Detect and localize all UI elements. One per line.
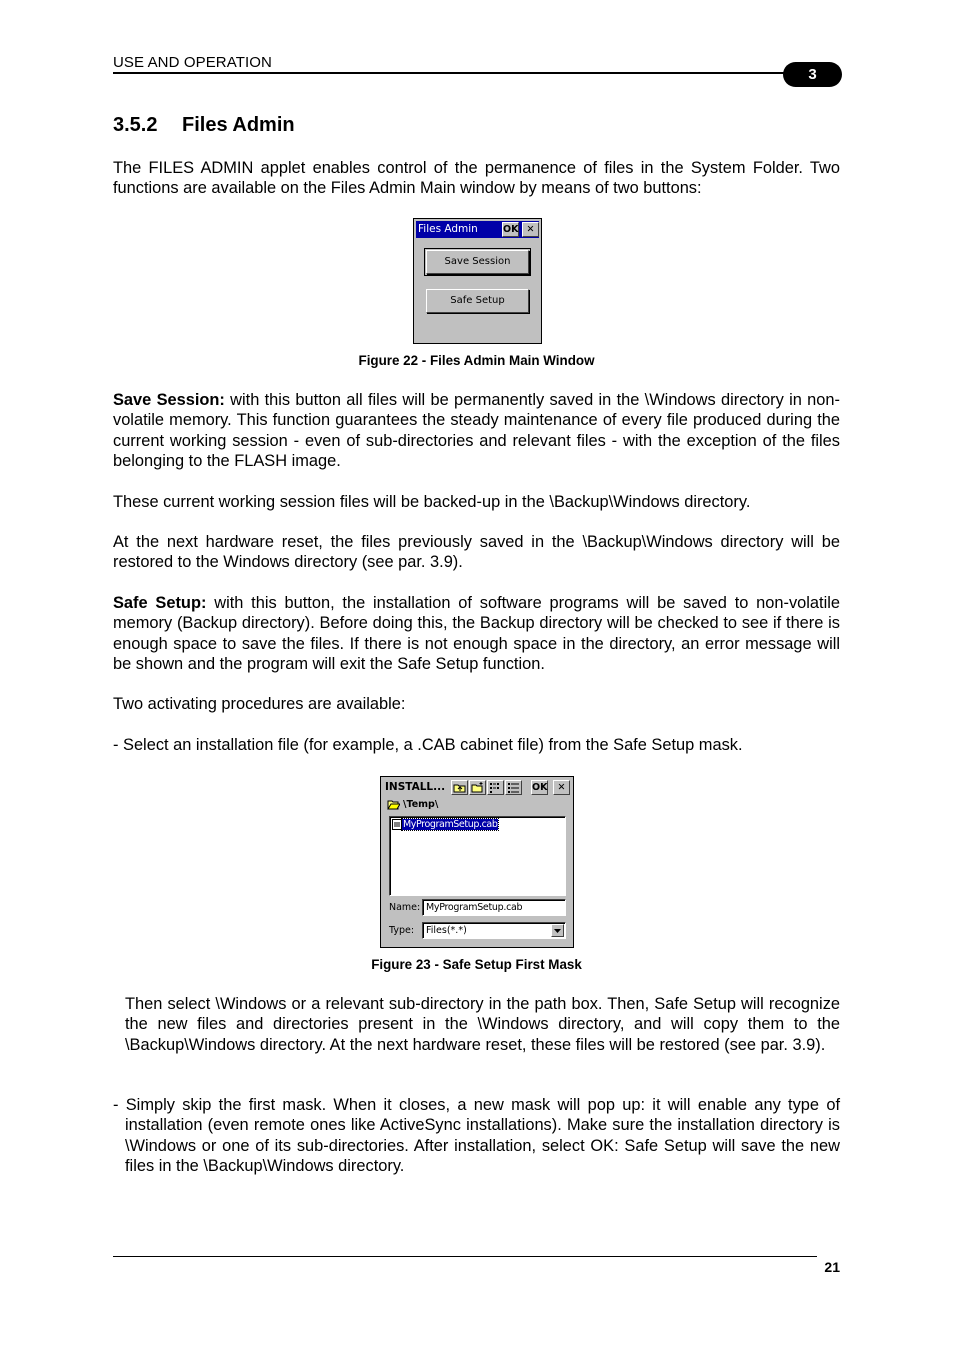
reset-paragraph: At the next hardware reset, the files previously saved in the \Backup\Windows directory will be restored to the Windows directory (see par. 3.9). bbox=[113, 533, 840, 572]
open-folder-icon bbox=[387, 799, 400, 810]
footer-rule bbox=[113, 1256, 817, 1257]
save-session-description: with this button all files will be permanently saved in the \Windows directory in non-volatile memory. This function guarantees the steady maintenance of every file produced during the current working session - even of sub-directories and relevant files - with the exception of the files belonging to the FLASH image. bbox=[113, 391, 840, 471]
save-session-term: Save Session: bbox=[113, 391, 225, 409]
safe-setup-term: Safe Setup: bbox=[113, 594, 207, 612]
up-folder-icon[interactable] bbox=[451, 780, 468, 795]
path-box[interactable] bbox=[387, 799, 438, 810]
save-session-button[interactable]: Save Session bbox=[426, 250, 529, 274]
intro-paragraph: The FILES ADMIN applet enables control of the permanence of files in the System Folder. Two functions are available on the Files Admin Main window by means of two buttons: bbox=[113, 159, 840, 198]
install-ok-button[interactable]: OK bbox=[532, 782, 548, 793]
file-list-item[interactable] bbox=[392, 819, 498, 830]
close-icon[interactable]: ✕ bbox=[522, 222, 539, 237]
install-title: INSTALL... bbox=[385, 781, 446, 793]
file-list[interactable] bbox=[389, 816, 566, 896]
name-label: Name: bbox=[389, 902, 421, 913]
running-header: USE AND OPERATION bbox=[113, 54, 272, 71]
page-number: 21 bbox=[824, 1259, 840, 1275]
files-admin-titlebar bbox=[416, 221, 539, 238]
safe-setup-button[interactable]: Safe Setup bbox=[426, 289, 529, 313]
section-title: Files Admin bbox=[182, 114, 295, 136]
files-admin-window bbox=[413, 218, 542, 344]
backup-paragraph: These current working session files will be backed-up in the \Backup\Windows directory. bbox=[113, 493, 751, 511]
safe-setup-paragraph bbox=[113, 593, 840, 675]
save-session-paragraph bbox=[113, 390, 840, 472]
path-label: \Temp\ bbox=[403, 799, 439, 810]
new-folder-icon[interactable] bbox=[469, 780, 486, 795]
figure-22-caption: Figure 22 - Files Admin Main Window bbox=[358, 353, 595, 368]
name-input[interactable]: MyProgramSetup.cab bbox=[422, 899, 566, 916]
install-window bbox=[380, 776, 574, 948]
install-close-icon[interactable]: ✕ bbox=[553, 780, 570, 795]
type-value: Files(*.*) bbox=[426, 925, 467, 936]
procedure-2: - Simply skip the first mask. When it closes, a new mask will pop up: it will enable any type of installation (even remote ones like ActiveSync installations). Make sure the installation directory is \Windows or one of its sub-directories. After installation, select OK: Safe Setup will save the new files in the \Backup\Windows directory. bbox=[113, 1096, 840, 1176]
cab-file-icon bbox=[392, 819, 402, 830]
chapter-badge: 3 bbox=[783, 62, 842, 87]
procedure-1-detail: Then select \Windows or a relevant sub-directory in the path box. Then, Safe Setup will recognize the new files and directories present in the \Windows directory, and will copy them to the \Backup\Windows directory. At the next hardware reset, these files will be restored (see par. 3.9). bbox=[125, 995, 840, 1054]
section-number: 3.5.2 bbox=[113, 114, 158, 136]
ok-button[interactable]: OK bbox=[503, 224, 519, 235]
type-label: Type: bbox=[389, 925, 415, 936]
header-rule bbox=[113, 72, 793, 74]
type-select[interactable] bbox=[422, 922, 566, 939]
file-item-name: MyProgramSetup.cab bbox=[403, 819, 498, 830]
install-titlebar bbox=[383, 779, 571, 796]
details-view-icon[interactable] bbox=[505, 780, 522, 795]
figure-23-caption: Figure 23 - Safe Setup First Mask bbox=[371, 957, 582, 972]
procedure-1: - Select an installation file (for example, a .CAB cabinet file) from the Safe Setup mask. bbox=[113, 736, 743, 754]
files-admin-title: Files Admin bbox=[418, 223, 478, 235]
chevron-down-icon[interactable] bbox=[551, 924, 564, 937]
list-view-icon[interactable] bbox=[487, 780, 504, 795]
procedures-intro: Two activating procedures are available: bbox=[113, 695, 406, 713]
section-heading bbox=[113, 114, 295, 137]
safe-setup-description: with this button, the installation of software programs will be saved to non-volatile memory (Backup directory). Before doing this, the Backup directory will be checked to see if there is enough space to save the files. If there is not enough space in the directory, an error message will be shown and the program will exit the Safe Setup function. bbox=[113, 594, 840, 674]
